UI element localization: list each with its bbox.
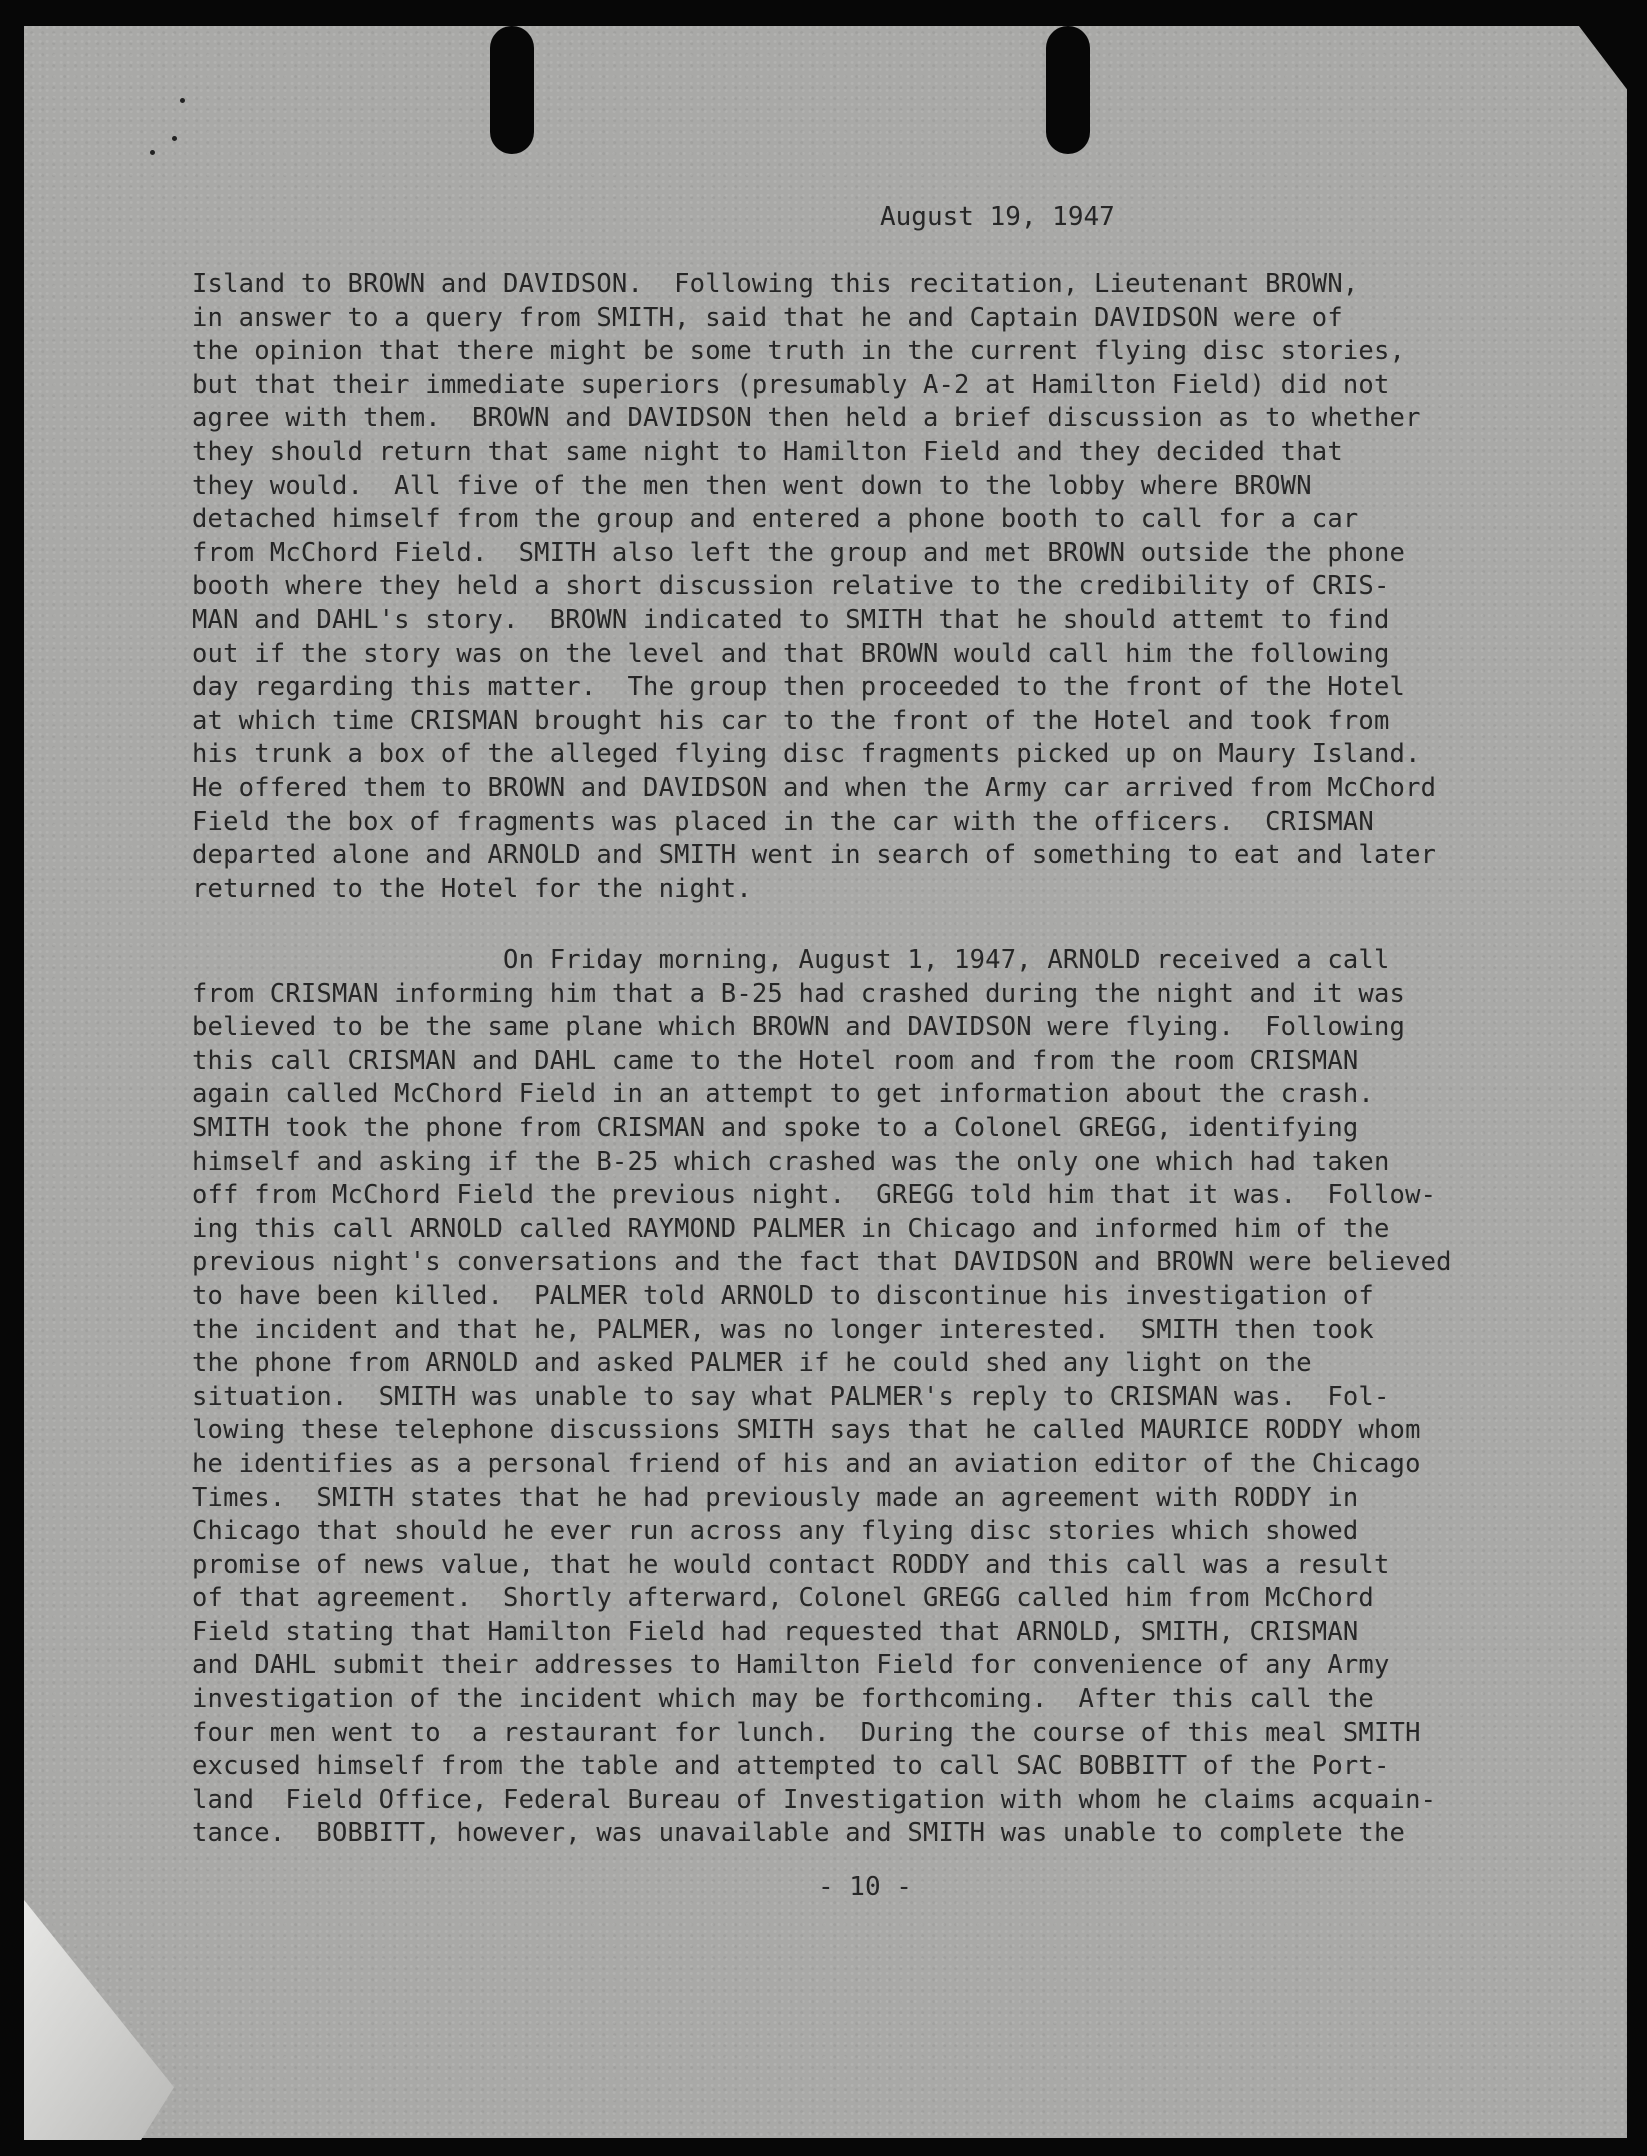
body-paragraph-1: Island to BROWN and DAVIDSON. Following this recitation, Lieutenant BROWN, in answer to a query from SMITH, said that he and Captain DAVIDSON were of the opinion that there might be some truth in the current flying disc stories, but that their immediate superiors (presumably A-2 at Hamilton Field) did not agree with them. BROWN and DAVIDSON then held a brief discussion as to whether they should return that same night to Hamilton Field and they decided that they would. All five of the men then went down to the lobby where BROWN detached himself from the group and entered a phone booth to call for a car from McChord Field. SMITH also left the group and met BROWN outside the phone booth where they held a short discussion relative to the credibility of CRIS- MAN and DAHL's story. BROWN indicated to SMITH that he should attemt to find out if the story was on the level and that BROWN would call him the following day regarding this matter. The group then proceeded to the front of the Hotel at which time CRISMAN brought his car to the front of the Hotel and took from his trunk a box of the alleged flying disc fragments picked up on Maury Island. He offered them to BROWN and DAVIDSON and when the Army car arrived from McChord Field the box of fragments was placed in the car with the officers. CRISMAN departed alone and ARNOLD and SMITH went in search of something to eat and later returned to the Hotel for the night. xyxy=(192,269,1437,904)
body-paragraph-2: On Friday morning, August 1, 1947, ARNOLD received a call from CRISMAN informing him that a B-25 had crashed during the night and it was believed to be the same plane which BROWN and DAVIDSON were flying. Following this call CRISMAN and DAHL came to the Hotel room and from the room CRISMAN again called McChord Field in an attempt to get information about the crash. SMITH took the phone from CRISMAN and spoke to a Colonel GREGG, identifying himself and asking if the B-25 which crashed was the only one which had taken off from McChord Field the previous night. GREGG told him that it was. Follow- ing this call ARNOLD called RAYMOND PALMER in Chicago and informed him of the previous night's conversations and the fact that DAVIDSON and BROWN were believed to have been killed. PALMER told ARNOLD to discontinue his investigation of the incident and that he, PALMER, was no longer interested. SMITH then took the phone from ARNOLD and asked PALMER if he could shed any light on the situation. SMITH was unable to say what PALMER's reply to CRISMAN was. Fol- lowing these telephone discussions SMITH says that he called MAURICE RODDY whom he identifies as a personal friend of his and an aviation editor of the Chicago Times. SMITH states that he had previously made an agreement with RODDY in Chicago that should he ever run across any flying disc stories which showed promise of news value, that he would contact RODDY and this call was a result of that agreement. Shortly afterward, Colonel GREGG called him from McChord Field stating that Hamilton Field had requested that ARNOLD, SMITH, CRISMAN and DAHL submit their addresses to Hamilton Field for convenience of any Army investigation of the incident which may be forthcoming. After this call the four men went to a restaurant for lunch. During the course of this meal SMITH excused himself from the table and attempted to call SAC BOBBITT of the Port- land Field Office, Federal Bureau of Investigation with whom he claims acquain- tance. BOBBITT, however, was unavailable and SMITH was unable to complete the xyxy=(192,945,1452,1849)
document-date: August 19, 1947 xyxy=(880,202,1115,232)
ink-speck xyxy=(172,136,177,141)
ink-speck xyxy=(150,150,155,155)
page-number: - 10 - xyxy=(818,1872,912,1902)
ink-speck xyxy=(180,98,185,103)
punch-hole-right xyxy=(1046,26,1090,154)
punch-hole-left xyxy=(490,26,534,154)
